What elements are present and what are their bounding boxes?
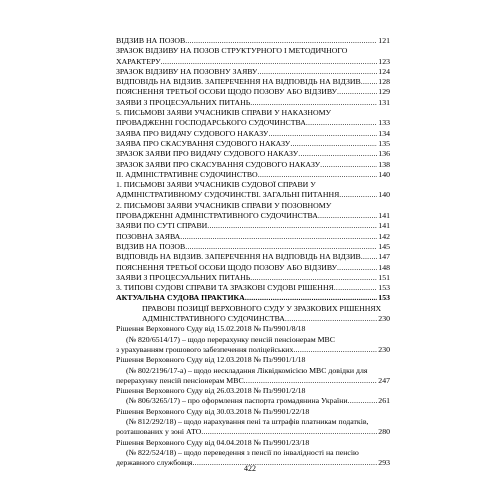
- toc-entry-title: з урахуванням грошового забезпечення поліцейських: [116, 344, 294, 354]
- toc-entry-line: 2. ПИСЬМОВІ ЗАЯВИ УЧАСНИКІВ СПРАВИ У ПОЗОВНОМУ: [116, 200, 332, 210]
- toc-page-number: 135: [378, 138, 390, 148]
- toc-entry-title: ЗАЯВА ПРО СКАСУВАННЯ СУДОВОГО НАКАЗУ: [116, 138, 291, 148]
- toc-entry-line: Рішення Верховного Суду від 15.02.2018 № Пз/9901/8/18: [116, 324, 306, 334]
- toc-entry: [116, 139, 390, 149]
- toc-page-number: 247: [378, 375, 390, 385]
- toc-entry-title: АКТУАЛЬНА СУДОВА ПРАКТИКА: [116, 293, 245, 303]
- toc-entry: [116, 263, 390, 273]
- toc-entry-title: 3. ТИПОВІ СУДОВІ СПРАВИ ТА ЗРАЗКОВІ СУДОВІ РІШЕННЯ: [116, 283, 334, 293]
- toc-page-number: 261: [378, 396, 390, 406]
- toc-entry-title: ЗРАЗОК ЗАЯВИ ПРО ВИДАЧУ СУДОВОГО НАКАЗУ: [116, 149, 299, 159]
- toc-page-number: 141: [378, 221, 390, 231]
- toc-entry: [116, 170, 390, 180]
- toc-page-number: 280: [378, 427, 390, 437]
- toc-page-number: 141: [378, 211, 390, 221]
- toc-entry: [116, 87, 390, 97]
- toc-entry: [116, 314, 390, 324]
- toc-entry-line: (№ 812/292/18) – щодо нарахування пені та штрафів платникам податків,: [126, 416, 369, 426]
- toc-dot-leader: [334, 283, 378, 293]
- toc-entry-title: ПОЯСНЕННЯ ТРЕТЬОЇ ОСОБИ ЩОДО ПОЗОВУ АБО ВІДЗИВУ: [116, 262, 338, 272]
- toc-dot-leader: [257, 67, 377, 77]
- toc-entry-line: Рішення Верховного Суду від 04.04.2018 № Пз/9901/23/18: [116, 437, 310, 447]
- toc-entry: [116, 396, 390, 406]
- toc-entry-title: (№ 806/3265/17) – про оформлення паспорта громадянина України: [126, 396, 348, 406]
- toc-page-number: 124: [378, 66, 390, 76]
- toc-entry-line: ПРАВОВІ ПОЗИЦІЇ ВЕРХОВНОГО СУДУ У ЗРАЗКОВИХ РІШЕННЯХ: [142, 303, 382, 313]
- toc-page-number: 128: [378, 77, 390, 87]
- toc-entry: [116, 77, 390, 87]
- toc-dot-leader: [245, 293, 377, 303]
- toc-entry-title: ЗАЯВИ З ПРОЦЕСУАЛЬНИХ ПИТАНЬ: [116, 97, 251, 107]
- toc-dot-leader: [339, 190, 377, 200]
- toc-page-number: 230: [378, 314, 390, 324]
- toc-dot-leader: [306, 118, 377, 128]
- toc-entry: [116, 273, 390, 283]
- toc-page-number: 121: [378, 36, 390, 45]
- toc-entry: [116, 190, 390, 200]
- toc-dot-leader: [318, 211, 377, 221]
- toc-entry-title: ЗАЯВИ ПО СУТІ СПРАВИ: [116, 221, 208, 231]
- toc-entry: [116, 283, 390, 293]
- toc-entry: [116, 252, 390, 262]
- toc-entry: [116, 149, 390, 159]
- toc-page-number: 153: [378, 293, 390, 303]
- toc-entry-title: ПОЗОВНА ЗАЯВА: [116, 231, 181, 241]
- toc-entry-title: ВІДЗИВ НА ПОЗОВ: [116, 36, 186, 45]
- toc-entry: [116, 98, 390, 108]
- toc-dot-leader: [268, 129, 377, 139]
- toc-entry-line: Рішення Верховного Суду від 12.03.2018 № Пз/9901/1/18: [116, 355, 306, 365]
- toc-dot-leader: [185, 242, 377, 252]
- toc-entry: [116, 67, 390, 77]
- toc-dot-leader: [201, 427, 377, 437]
- toc-page-number: 147: [378, 252, 390, 262]
- page-number: 422: [244, 464, 256, 473]
- toc-entry-title: АДМІНІСТРАТИВНОМУ СУДОЧИНСТВІ. ЗАГАЛЬНІ ПИТАННЯ: [116, 190, 340, 200]
- toc-page-number: 153: [378, 283, 390, 293]
- toc-page-number: 133: [378, 118, 390, 128]
- toc-page-number: 145: [378, 241, 390, 251]
- toc-entry-title: ПРОВАДЖЕННІ ГОСПОДАРСЬКОГО СУДОЧИНСТВА: [116, 118, 306, 128]
- toc-entry-line: (№ 822/524/18) – щодо переведення з пенсії по інвалідності на пенсію: [126, 447, 359, 457]
- toc-entry-title: ВІДПОВІДЬ НА ВІДЗИВ. ЗАПЕРЕЧЕННЯ НА ВІДПОВІДЬ НА ВІДЗИВ: [116, 77, 361, 87]
- toc-entry-title: перерахунку пенсій пенсіонерам МВС: [116, 375, 244, 385]
- toc-dot-leader: [361, 252, 378, 262]
- toc-dot-leader: [250, 273, 377, 283]
- toc-entry-title: ПОЯСНЕННЯ ТРЕТЬОЇ ОСОБИ ЩОДО ПОЗОВУ АБО ВІДЗИВУ: [116, 87, 338, 97]
- toc-page-number: 230: [378, 344, 390, 354]
- toc-entry: [116, 427, 390, 437]
- toc-entry-title: ЗАЯВИ З ПРОЦЕСУАЛЬНИХ ПИТАНЬ: [116, 272, 251, 282]
- toc-dot-leader: [250, 98, 377, 108]
- toc-page-number: 142: [378, 231, 390, 241]
- toc-entry: [116, 376, 390, 386]
- toc-page-number: 151: [378, 272, 390, 282]
- toc-dot-leader: [320, 160, 377, 170]
- toc-dot-leader: [285, 314, 377, 324]
- toc-page-number: 134: [378, 128, 390, 138]
- toc-entry-title: ЗАЯВА ПРО ВИДАЧУ СУДОВОГО НАКАЗУ: [116, 128, 269, 138]
- toc-entry: [116, 57, 390, 67]
- toc-entry-title: ПРОВАДЖЕННІ АДМІНІСТРАТИВНОГО СУДОЧИНСТВА: [116, 211, 318, 221]
- toc-entry: [116, 36, 390, 46]
- toc-page-number: 131: [378, 97, 390, 107]
- toc-page-number: 148: [378, 262, 390, 272]
- toc-dot-leader: [244, 376, 378, 386]
- toc-entry-title: ЗРАЗОК ЗАЯВИ ПРО СКАСУВАННЯ СУДОВОГО НАКАЗУ: [116, 159, 321, 169]
- toc-page-number: 136: [378, 149, 390, 159]
- toc-page-number: 140: [378, 169, 390, 179]
- toc-entry-line: 5. ПИСЬМОВІ ЗАЯВИ УЧАСНИКІВ СПРАВИ У НАКАЗНОМУ: [116, 108, 332, 118]
- toc-entry-line: 1. ПИСЬМОВІ ЗАЯВИ УЧАСНИКІВ СУДОВОЇ СПРАВИ У: [116, 180, 316, 190]
- toc-entry-title: ВІДПОВІДЬ НА ВІДЗИВ. ЗАПЕРЕЧЕННЯ НА ВІДПОВІДЬ НА ВІДЗИВ: [116, 252, 361, 262]
- toc-dot-leader: [185, 36, 377, 46]
- toc-entry: [116, 118, 390, 128]
- toc-page-number: 293: [378, 458, 390, 468]
- toc-entry-title: розташованих у зоні АТО: [116, 427, 202, 437]
- toc-page-number: 138: [378, 159, 390, 169]
- toc-entry-title: ВІДЗИВ НА ПОЗОВ: [116, 241, 186, 251]
- table-of-contents: [116, 36, 390, 468]
- toc-entry-line: (№ 802/2196/17-а) – щодо нескладання Ліквідкомісією МВС довідки для: [126, 365, 368, 375]
- toc-dot-leader: [361, 77, 378, 87]
- toc-entry-title: державного службовця: [116, 458, 193, 468]
- toc-entry-title: АДМІНІСТРАТИВНОГО СУДОЧИНСТВА: [142, 314, 285, 324]
- toc-dot-leader: [337, 263, 377, 273]
- toc-dot-leader: [293, 345, 377, 355]
- toc-dot-leader: [161, 57, 378, 67]
- toc-entry-title: II. АДМІНІСТРАТИВНЕ СУДОЧИНСТВО: [116, 169, 258, 179]
- toc-dot-leader: [180, 232, 377, 242]
- toc-dot-leader: [290, 139, 377, 149]
- toc-entry-title: ХАРАКТЕРУ: [116, 56, 161, 66]
- toc-entry: [116, 293, 390, 303]
- toc-entry: [116, 160, 390, 170]
- toc-entry: [116, 211, 390, 221]
- toc-entry: [116, 232, 390, 242]
- toc-entry-line: Рішення Верховного Суду від 26.03.2018 № Пз/9901/2/18: [116, 386, 306, 396]
- toc-page-number: 129: [378, 87, 390, 97]
- toc-dot-leader: [207, 221, 377, 231]
- toc-entry: [116, 242, 390, 252]
- toc-page-number: 140: [378, 190, 390, 200]
- toc-dot-leader: [298, 149, 377, 159]
- toc-dot-leader: [337, 87, 377, 97]
- toc-entry: [116, 221, 390, 231]
- toc-dot-leader: [258, 170, 378, 180]
- toc-entry: [116, 345, 390, 355]
- toc-entry-line: Рішення Верховного Суду від 30.03.2018 № Пз/9901/22/18: [116, 406, 310, 416]
- toc-entry-line: ЗРАЗОК ВІДЗИВУ НА ПОЗОВ СТРУКТУРНОГО І МЕТОДИЧНОГО: [116, 46, 348, 56]
- toc-entry-title: ЗРАЗОК ВІДЗИВУ НА ПОЗОВНУ ЗАЯВУ: [116, 66, 258, 76]
- toc-dot-leader: [348, 396, 378, 406]
- toc-entry-line: (№ 820/6514/17) – щодо перерахунку пенсій пенсіонерам МВС: [126, 334, 335, 344]
- toc-entry: [116, 129, 390, 139]
- toc-page-number: 123: [378, 56, 390, 66]
